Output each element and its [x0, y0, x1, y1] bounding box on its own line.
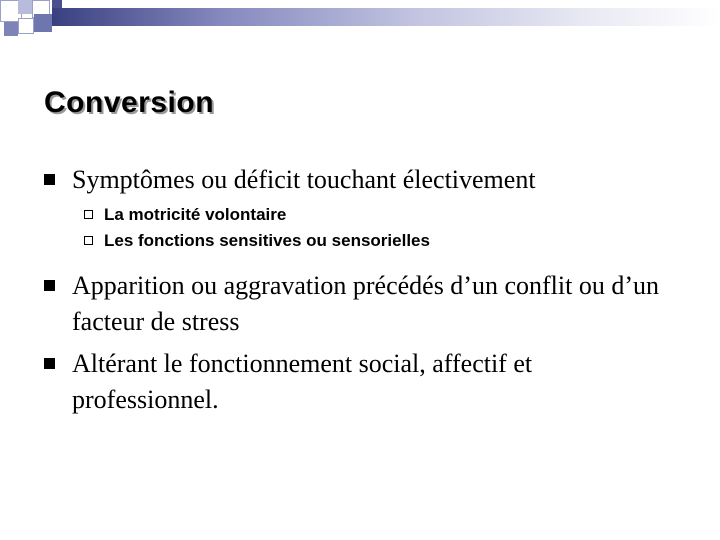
hollow-square-bullet-icon: [84, 236, 93, 245]
slide-content: [44, 162, 684, 418]
bullet-text: Altérant le fonctionnement social, affectif et professionnel.: [72, 349, 533, 414]
sub-bullet-text: Les fonctions sensitives ou sensorielles: [104, 231, 430, 250]
header-gradient-bar: [52, 8, 720, 26]
square-bullet-icon: [44, 174, 55, 185]
bullet-item: [44, 162, 684, 198]
bullet-text: Apparition ou aggravation précédés d’un conflit ou d’un facteur de stress: [72, 271, 659, 336]
sub-bullet-list: [44, 202, 684, 254]
sub-bullet-item: [44, 202, 684, 228]
square-bullet-icon: [44, 280, 55, 291]
decorative-square: [18, 0, 32, 14]
sub-bullet-item: [44, 228, 684, 254]
bullet-item: [44, 346, 684, 418]
bullet-text: Symptômes ou déficit touchant électivement: [72, 165, 536, 194]
decorative-square: [4, 22, 18, 36]
decorative-square: [18, 18, 34, 34]
square-bullet-icon: [44, 358, 55, 369]
slide-title: Conversion: [44, 86, 215, 119]
decorative-square: [34, 14, 52, 32]
bullet-item: [44, 268, 684, 340]
hollow-square-bullet-icon: [84, 210, 93, 219]
sub-bullet-text: La motricité volontaire: [104, 205, 287, 224]
